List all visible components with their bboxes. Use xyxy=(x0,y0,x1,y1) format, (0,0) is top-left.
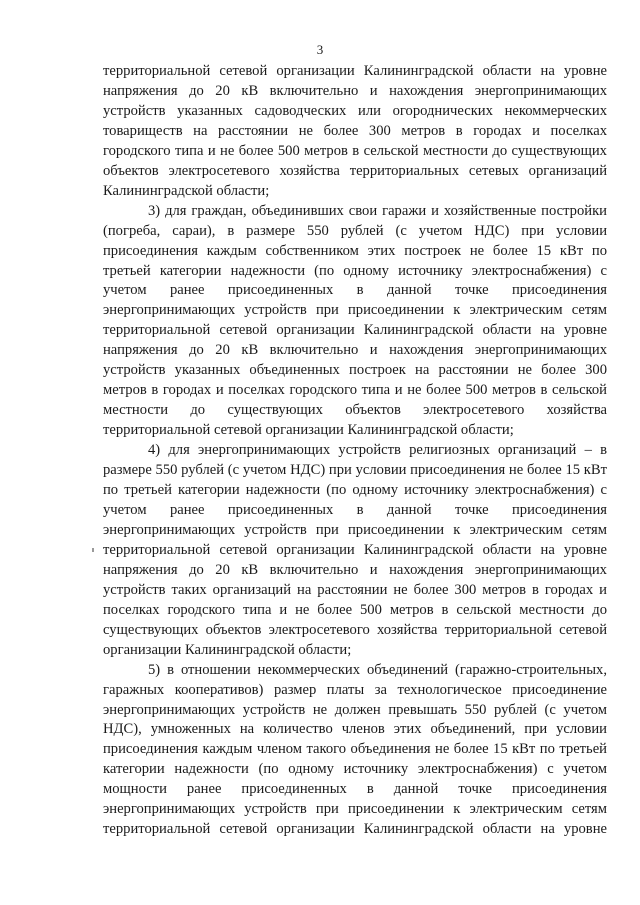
text-line: 15 кВт по третьей категории надежности (по одному источнику xyxy=(103,462,607,499)
text-line: при присоединении к электрическим сетям территориальной сетевой xyxy=(103,302,607,339)
text-line: энергопринимающих устройств не должен превышать 550 рублей xyxy=(103,701,545,718)
text-line: территориальной сетевой организации Калининградской области на уровне xyxy=(103,63,607,79)
paragraph-item-3 xyxy=(103,202,607,441)
text-line: категории надежности (по одному источнику электроснабжения) с учетом ранее xyxy=(103,262,607,299)
text-line: в размере 550 рублей (с учетом НДС) при условии присоединения не более xyxy=(103,442,607,479)
text-line: напряжения до 20 кВ включительно и нахождения энергопринимающих xyxy=(103,82,607,99)
text-line: энергопринимающих устройств при присоединении к электрическим сетям xyxy=(103,801,607,818)
paragraph-item-4 xyxy=(103,441,607,660)
text-line: 3) для граждан, объединивших свои гаражи и хозяйственные постройки xyxy=(148,202,607,219)
text-line: типа и не более 500 метров в сельской местности до существующих объектов xyxy=(103,142,607,179)
document-body xyxy=(103,62,607,840)
text-line: условии присоединения каждым членом такого объединения не более 15 кВт по xyxy=(103,721,607,758)
text-line: городского типа и не более 500 метров в сельской местности до существующих xyxy=(103,382,607,419)
text-line: включительно и нахождения энергопринимающих устройств указанных xyxy=(103,342,607,379)
text-line: устройств указанных садоводческих или огороднических некоммерческих xyxy=(103,102,607,119)
text-line: электроснабжения) с учетом ранее присоединенных в данной точке xyxy=(103,482,607,518)
text-line: к электрическим сетям территориальной сетевой организации xyxy=(103,521,607,558)
text-line: территориальной сетевой организации Калининградской области; xyxy=(103,621,608,658)
text-line: (погреба, сараи), в размере 550 рублей (с учетом НДС) при условии xyxy=(103,222,607,239)
text-line: третьей категории надежности (по одному источнику электроснабжения) xyxy=(103,741,607,778)
text-line: Калининградской области; xyxy=(103,182,270,199)
page-number: 3 xyxy=(316,42,324,57)
text-line: электросетевого хозяйства территориальных сетевых организаций xyxy=(168,162,607,179)
text-line: в сельской местности до существующих объектов электросетевого хозяйства xyxy=(103,601,607,638)
text-line: присоединенных в данной точке присоединения энергопринимающих устройств xyxy=(103,282,608,319)
text-line: гаражных кооперативов) размер платы за технологическое присоединение xyxy=(103,681,607,698)
text-line: Калининградской области на уровне напряжения до 20 кВ включительно xyxy=(103,541,607,578)
text-line: Калининградской области; xyxy=(347,422,514,439)
text-line: территориальной сетевой организации Калининградской области на уровне xyxy=(103,821,607,838)
text-line: и нахождения энергопринимающих устройств таких организаций на расстоянии xyxy=(103,561,607,598)
text-line: с учетом мощности ранее присоединенных в данной точке присоединения xyxy=(103,761,607,798)
text-line: не более 300 метров в городах и поселках городского типа и не более 500 метров xyxy=(103,581,607,618)
text-line: объединенных построек на расстоянии не более 300 метров в городах и поселках xyxy=(103,362,607,399)
text-line: товариществ на расстоянии не более 300 метров в городах и поселках городского xyxy=(103,122,607,159)
paragraph-item-5 xyxy=(103,661,607,841)
paragraph-continuation xyxy=(103,62,607,202)
text-line: присоединения энергопринимающих устройств при присоединении xyxy=(103,501,607,538)
margin-mark xyxy=(92,548,94,552)
text-line: организации Калининградской области на уровне напряжения до 20 кВ xyxy=(103,322,607,359)
text-line: присоединения каждым собственником этих построек не более 15 кВт по третьей xyxy=(103,242,607,279)
text-line: 4) для энергопринимающих устройств религиозных организаций – xyxy=(148,442,601,459)
text-line: 5) в отношении некоммерческих объединений (гаражно-строительных, xyxy=(148,661,607,678)
text-line: (с учетом НДС), умноженных на количество членов этих объединений, при xyxy=(103,701,607,738)
text-line: объектов электросетевого хозяйства территориальной сетевой организации xyxy=(103,402,607,439)
